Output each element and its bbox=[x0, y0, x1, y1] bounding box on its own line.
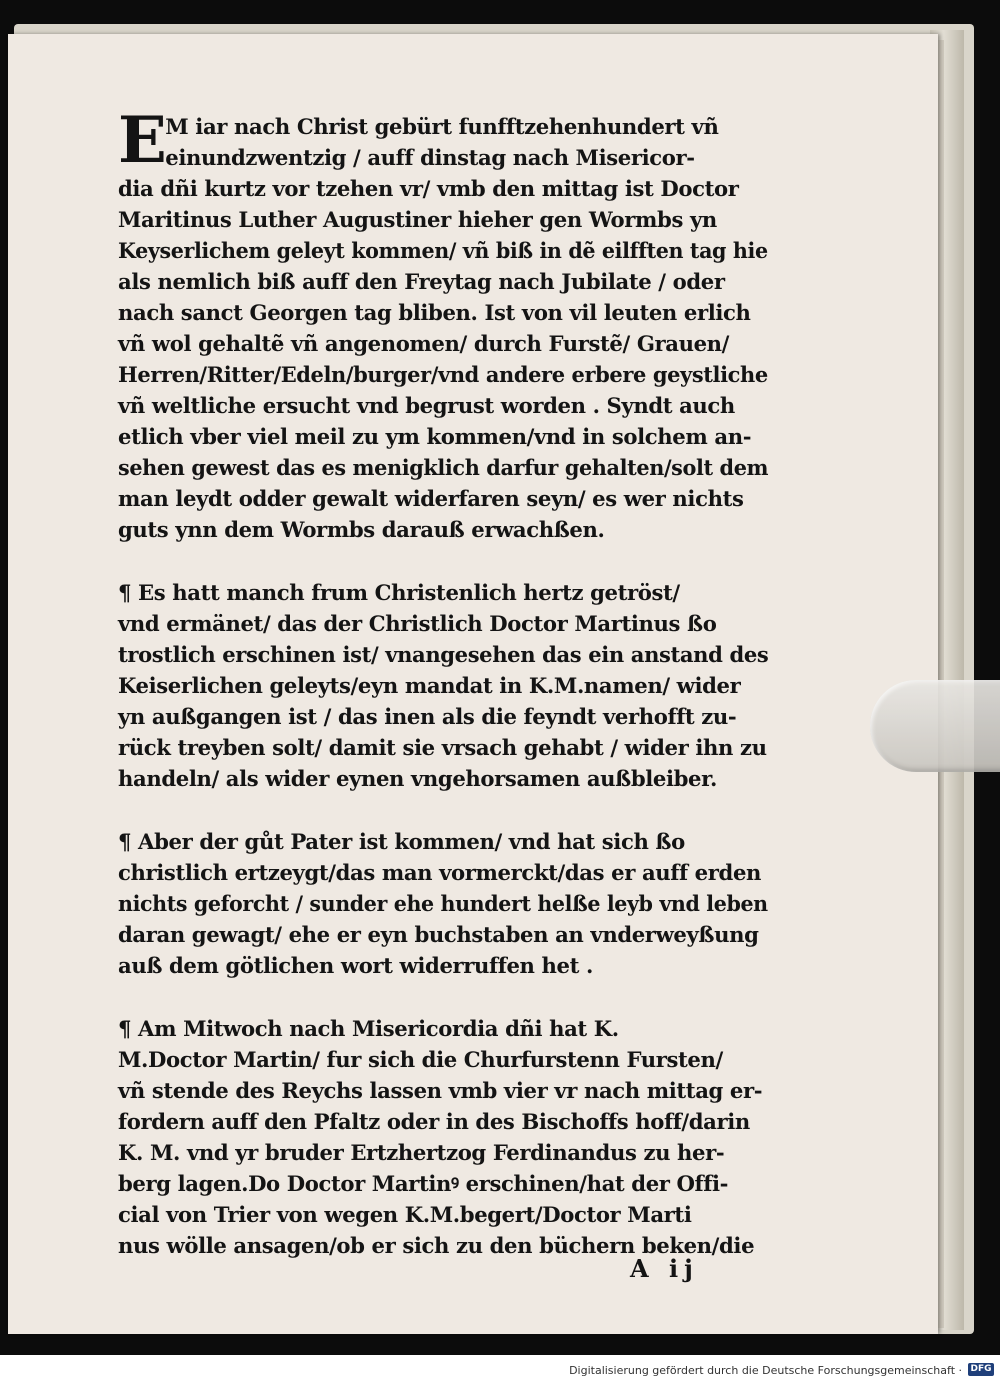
text-line: sehen gewest das es menigklich darfur gehalten/solt dem bbox=[118, 456, 769, 481]
text-line: auß dem götlichen wort widerruffen het . bbox=[118, 954, 593, 979]
text-line: ¶ Es hatt manch frum Christenlich hertz getröst/ bbox=[118, 581, 680, 606]
text-line: Keyserlichem geleyt kommen/ vñ biß in dẽ eilfften tag hie bbox=[118, 239, 768, 264]
text-line: etlich vber viel meil zu ym kommen/vnd in solchem an- bbox=[118, 425, 752, 450]
text-line: rück treyben solt/ damit sie vrsach gehabt / wider ihn zu bbox=[118, 736, 767, 761]
book-page bbox=[8, 34, 938, 1334]
text-line: man leydt odder gewalt widerfaren seyn/ es wer nichts bbox=[118, 487, 744, 512]
text-line: Keiserlichen geleyts/eyn mandat in K.M.namen/ wider bbox=[118, 674, 741, 699]
paragraph-1 bbox=[118, 103, 778, 546]
text-line: M.Doctor Martin/ fur sich die Churfurstenn Fursten/ bbox=[118, 1048, 723, 1073]
text-line: vnd ermänet/ das der Christlich Doctor Martinus ßo bbox=[118, 612, 717, 637]
text-line: M iar nach Christ gebürt funfftzehenhundert vñ bbox=[165, 115, 719, 140]
text-line: nach sanct Georgen tag bliben. Ist von vil leuten erlich bbox=[118, 301, 751, 326]
text-line: ¶ Am Mitwoch nach Misericordia dñi hat K. bbox=[118, 1017, 619, 1042]
decorated-initial: E bbox=[118, 103, 167, 178]
paragraph-3 bbox=[118, 827, 778, 982]
funding-credit: Digitalisierung gefördert durch die Deutsche Forschungsgemeinschaft · bbox=[569, 1364, 962, 1377]
text-line: Maritinus Luther Augustiner hieher gen Wormbs yn bbox=[118, 208, 717, 233]
text-line: ¶ Aber der gůt Pater ist kommen/ vnd hat sich ßo bbox=[118, 830, 685, 855]
paragraph-2 bbox=[118, 578, 778, 795]
text-line: nichts geforcht / sunder ehe hundert helße leyb vnd leben bbox=[118, 892, 768, 917]
text-line: trostlich erschinen ist/ vnangesehen das ein anstand des bbox=[118, 643, 769, 668]
page-tab[interactable] bbox=[870, 680, 1000, 772]
text-line: vñ stende des Reychs lassen vmb vier vr nach mittag er- bbox=[118, 1079, 763, 1104]
text-line: christlich ertzeygt/das man vormerckt/das er auff erden bbox=[118, 861, 762, 886]
text-line: fordern auff den Pfaltz oder in des Bischoffs hoff/darin bbox=[118, 1110, 750, 1135]
text-line: berg lagen.Do Doctor Martinꝰ erschinen/hat der Offi- bbox=[118, 1172, 729, 1197]
text-line: K. M. vnd yr bruder Ertzhertzog Ferdinandus zu her- bbox=[118, 1141, 725, 1166]
text-line: handeln/ als wider eynen vngehorsamen außbleiber. bbox=[118, 767, 717, 792]
text-line: als nemlich biß auff den Freytag nach Jubilate / oder bbox=[118, 270, 725, 295]
dfg-logo: DFG bbox=[968, 1363, 994, 1376]
text-line: nus wölle ansagen/ob er sich zu den büchern beken/die bbox=[118, 1234, 755, 1259]
text-block bbox=[118, 103, 778, 1262]
text-line: yn außgangen ist / das inen als die feyndt verhofft zu- bbox=[118, 705, 737, 730]
text-line: dia dñi kurtz vor tzehen vr/ vmb den mittag ist Doctor bbox=[118, 177, 739, 202]
text-line: Herren/Ritter/Edeln/burger/vnd andere erbere geystliche bbox=[118, 363, 768, 388]
text-line: einundzwentzig / auff dinstag nach Misericor- bbox=[165, 146, 695, 171]
paragraph-4 bbox=[118, 1014, 778, 1262]
text-line: daran gewagt/ ehe er eyn buchstaben an vnderweyßung bbox=[118, 923, 759, 948]
text-line: guts ynn dem Wormbs darauß erwachßen. bbox=[118, 518, 605, 543]
text-line: vñ weltliche ersucht vnd begrust worden . Syndt auch bbox=[118, 394, 735, 419]
signature-mark: A ij bbox=[630, 1254, 699, 1283]
text-line: vñ wol gehaltẽ vñ angenomen/ durch Furstẽ/ Grauen/ bbox=[118, 332, 730, 357]
text-line: cial von Trier von wegen K.M.begert/Doctor Marti bbox=[118, 1203, 692, 1228]
